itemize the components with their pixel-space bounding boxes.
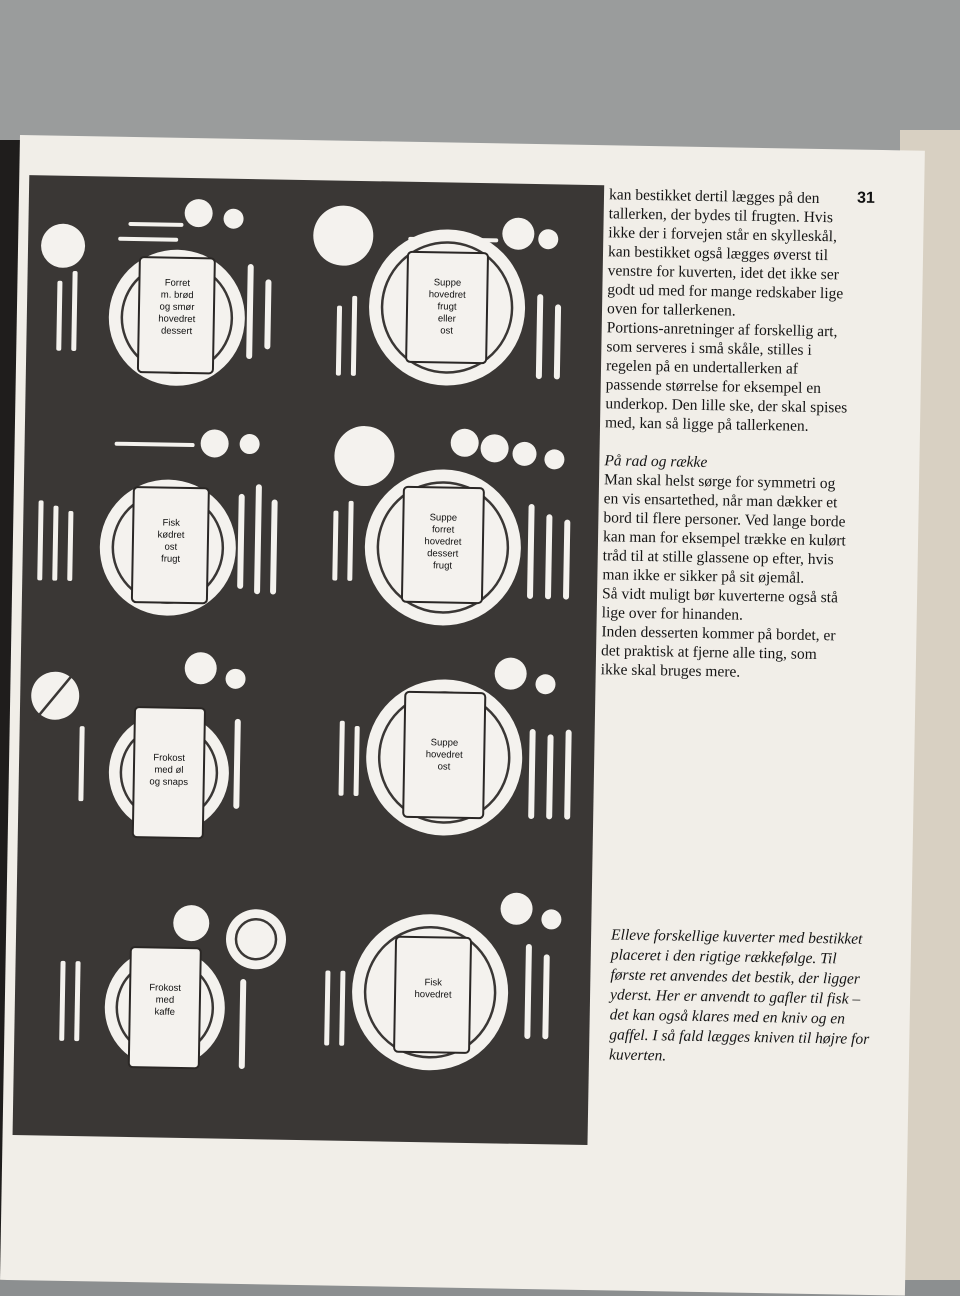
- setting-label-5: Frokost med øl og snaps: [149, 752, 189, 789]
- book-page: [0, 135, 925, 1296]
- paragraph: Inden desserten kommer på bordet, er det praktisk at fjerne alle ting, som ikke skal bruges mere.: [600, 623, 836, 681]
- figure-caption: Elleve forskellige kuverter med bestikket placeret i den rigtige rækkefølge. Til første ret anvendes det bestik, der ligger yderst. Her er anvendt to gafler til fisk – det kan også klares med en kniv og en gaffel. I så fald lægges kniven til højre for kuverten.: [608, 926, 870, 1065]
- paragraph: kan bestikket dertil lægges på den tallerken, der bydes til frugten. Hvis ikke der i forvejen står en skylleskål, kan bestikket også lægges øverst til venstre for kuverten, idet det ikke ser godt ud med for mange redskaber lige oven for tallerkenen.: [606, 186, 844, 320]
- setting-label-2: Suppe hovedret frugt eller ost: [428, 277, 466, 337]
- setting-label-8: Fisk hovedret: [414, 977, 452, 1001]
- setting-label-1: Forret m. brød og smør hovedret dessert: [158, 277, 196, 338]
- body-text: [601, 185, 855, 683]
- setting-label-4: Suppe forret hovedret dessert frugt: [424, 512, 462, 572]
- table-surface: [0, 0, 960, 150]
- paragraph: Så vidt muligt bør kuverterne også stå lige over for hinanden.: [601, 585, 839, 624]
- setting-label-6: Suppe hovedret ost: [425, 737, 463, 773]
- place-settings-illustration: [13, 175, 605, 1145]
- place-settings-drawing: [13, 175, 605, 1145]
- paragraph: Portions-anretninger af forskellig art, som serveres i små skåle, stilles i regelen på en undertallerken af passende størrelse for eksempel en underkop. Den lille ske, der skal spises med, kan så ligge på tallerkenen.: [604, 319, 848, 435]
- setting-label-7: Frokost med kaffe: [149, 982, 182, 1018]
- setting-label-3: Fisk kødret ost frugt: [157, 517, 185, 565]
- section-heading: På rad og række: [604, 452, 708, 472]
- paragraph: Man skal helst sørge for symmetri og en vis ensartethed, når man dækker et bord til flere personer. Ved lange borde kan man for eksempel trække en kulørt tråd til at stille glassene op efter, hvis man ikke er sikker på sit øjemål.: [602, 471, 846, 587]
- page-number: 31: [856, 189, 875, 207]
